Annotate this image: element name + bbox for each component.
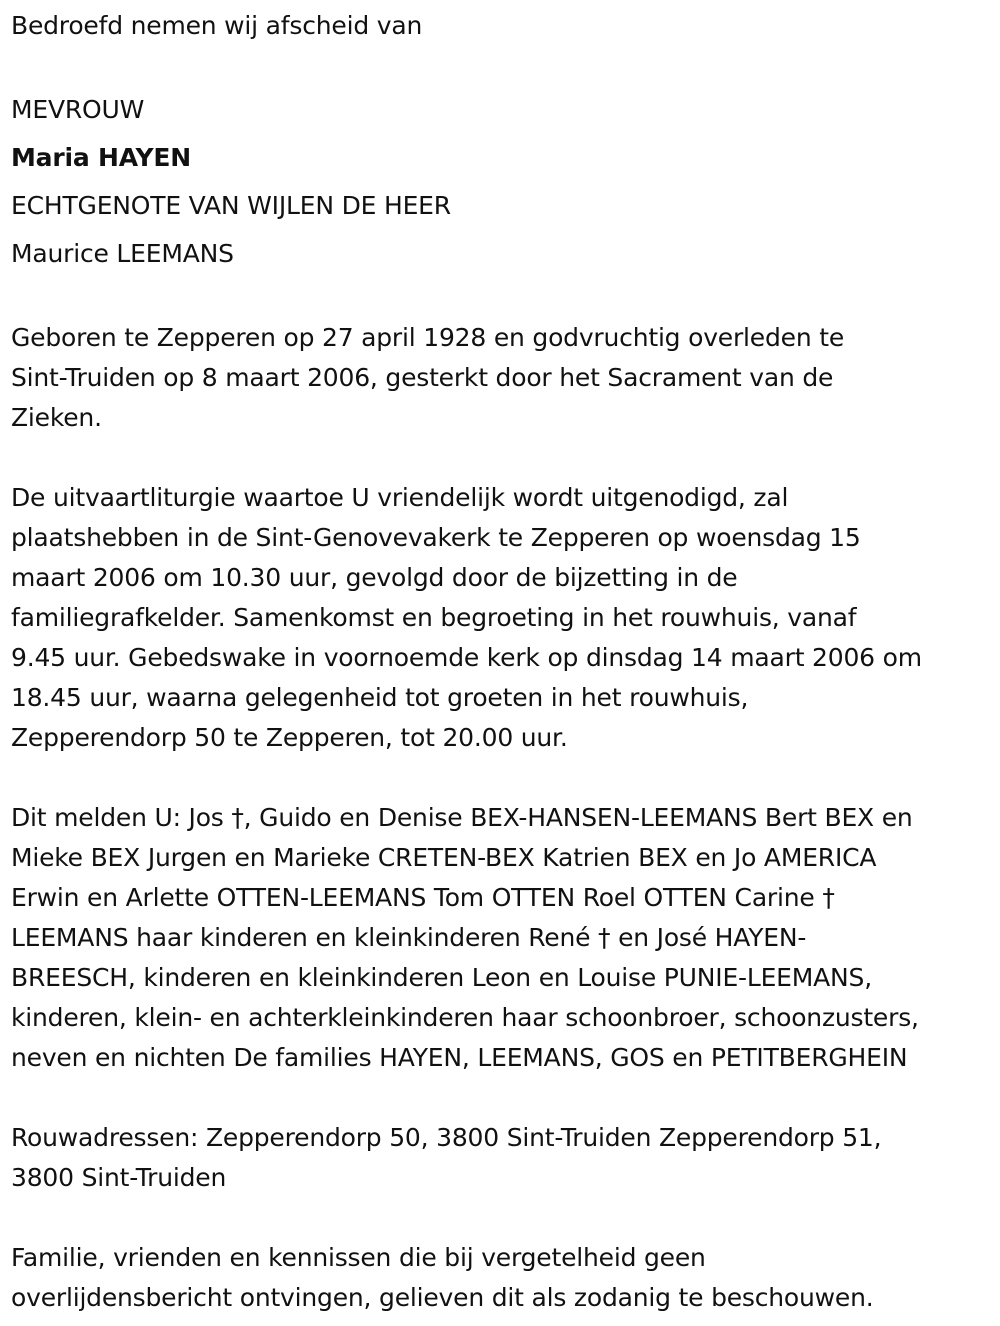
- paragraph-line: Sint-Truiden op 8 maart 2006, gesterkt door het Sacrament van de: [11, 363, 834, 392]
- paragraph-line: Familie, vrienden en kennissen die bij vergetelheid geen: [11, 1243, 706, 1272]
- spacer: [11, 758, 996, 798]
- obituary-notice: [11, 6, 996, 1318]
- family-paragraph: [11, 798, 996, 1078]
- paragraph-line: Dit melden U: Jos †, Guido en Denise BEX-HANSEN-LEEMANS Bert BEX en: [11, 803, 913, 832]
- paragraph-line: LEEMANS haar kinderen en kleinkinderen René † en José HAYEN-: [11, 923, 807, 952]
- funeral-paragraph: [11, 478, 996, 758]
- paragraph-line: 18.45 uur, waarna gelegenheid tot groeten in het rouwhuis,: [11, 683, 749, 712]
- paragraph-line: plaatshebben in de Sint-Genovevakerk te Zepperen op woensdag 15: [11, 523, 861, 552]
- paragraph-line: Mieke BEX Jurgen en Marieke CRETEN-BEX Katrien BEX en Jo AMERICA: [11, 843, 877, 872]
- addresses-paragraph: [11, 1118, 996, 1198]
- spacer: [11, 46, 996, 86]
- paragraph-line: neven en nichten De families HAYEN, LEEMANS, GOS en PETITBERGHEIN: [11, 1043, 908, 1072]
- paragraph-line: 9.45 uur. Gebedswake in voornoemde kerk op dinsdag 14 maart 2006 om: [11, 643, 922, 672]
- intro-text: Bedroefd nemen wij afscheid van: [11, 11, 423, 40]
- paragraph-line: Zieken.: [11, 403, 102, 432]
- spouse-name: Maurice LEEMANS: [11, 239, 234, 268]
- paragraph-line: 3800 Sint-Truiden: [11, 1163, 227, 1192]
- spacer: [11, 278, 996, 318]
- paragraph-line: Zepperendorp 50 te Zepperen, tot 20.00 uur.: [11, 723, 568, 752]
- paragraph-line: maart 2006 om 10.30 uur, gevolgd door de bijzetting in de: [11, 563, 738, 592]
- spacer: [11, 1078, 996, 1118]
- deceased-name: Maria HAYEN: [11, 143, 192, 172]
- relation-text: ECHTGENOTE VAN WIJLEN DE HEER: [11, 191, 451, 220]
- birth-death-paragraph: [11, 318, 996, 438]
- paragraph-line: familiegrafkelder. Samenkomst en begroeting in het rouwhuis, vanaf: [11, 603, 857, 632]
- paragraph-line: overlijdensbericht ontvingen, gelieven dit als zodanig te beschouwen.: [11, 1283, 874, 1312]
- paragraph-line: Erwin en Arlette OTTEN-LEEMANS Tom OTTEN Roel OTTEN Carine †: [11, 883, 835, 912]
- paragraph-line: Rouwadressen: Zepperendorp 50, 3800 Sint-Truiden Zepperendorp 51,: [11, 1123, 882, 1152]
- title-mevrouw: MEVROUW: [11, 95, 145, 124]
- spacer: [11, 1198, 996, 1238]
- closing-paragraph: [11, 1238, 996, 1318]
- spacer: [11, 438, 996, 478]
- paragraph-line: kinderen, klein- en achterkleinkinderen haar schoonbroer, schoonzusters,: [11, 1003, 919, 1032]
- paragraph-line: Geboren te Zepperen op 27 april 1928 en godvruchtig overleden te: [11, 323, 845, 352]
- paragraph-line: De uitvaartliturgie waartoe U vriendelijk wordt uitgenodigd, zal: [11, 483, 789, 512]
- paragraph-line: BREESCH, kinderen en kleinkinderen Leon en Louise PUNIE-LEEMANS,: [11, 963, 872, 992]
